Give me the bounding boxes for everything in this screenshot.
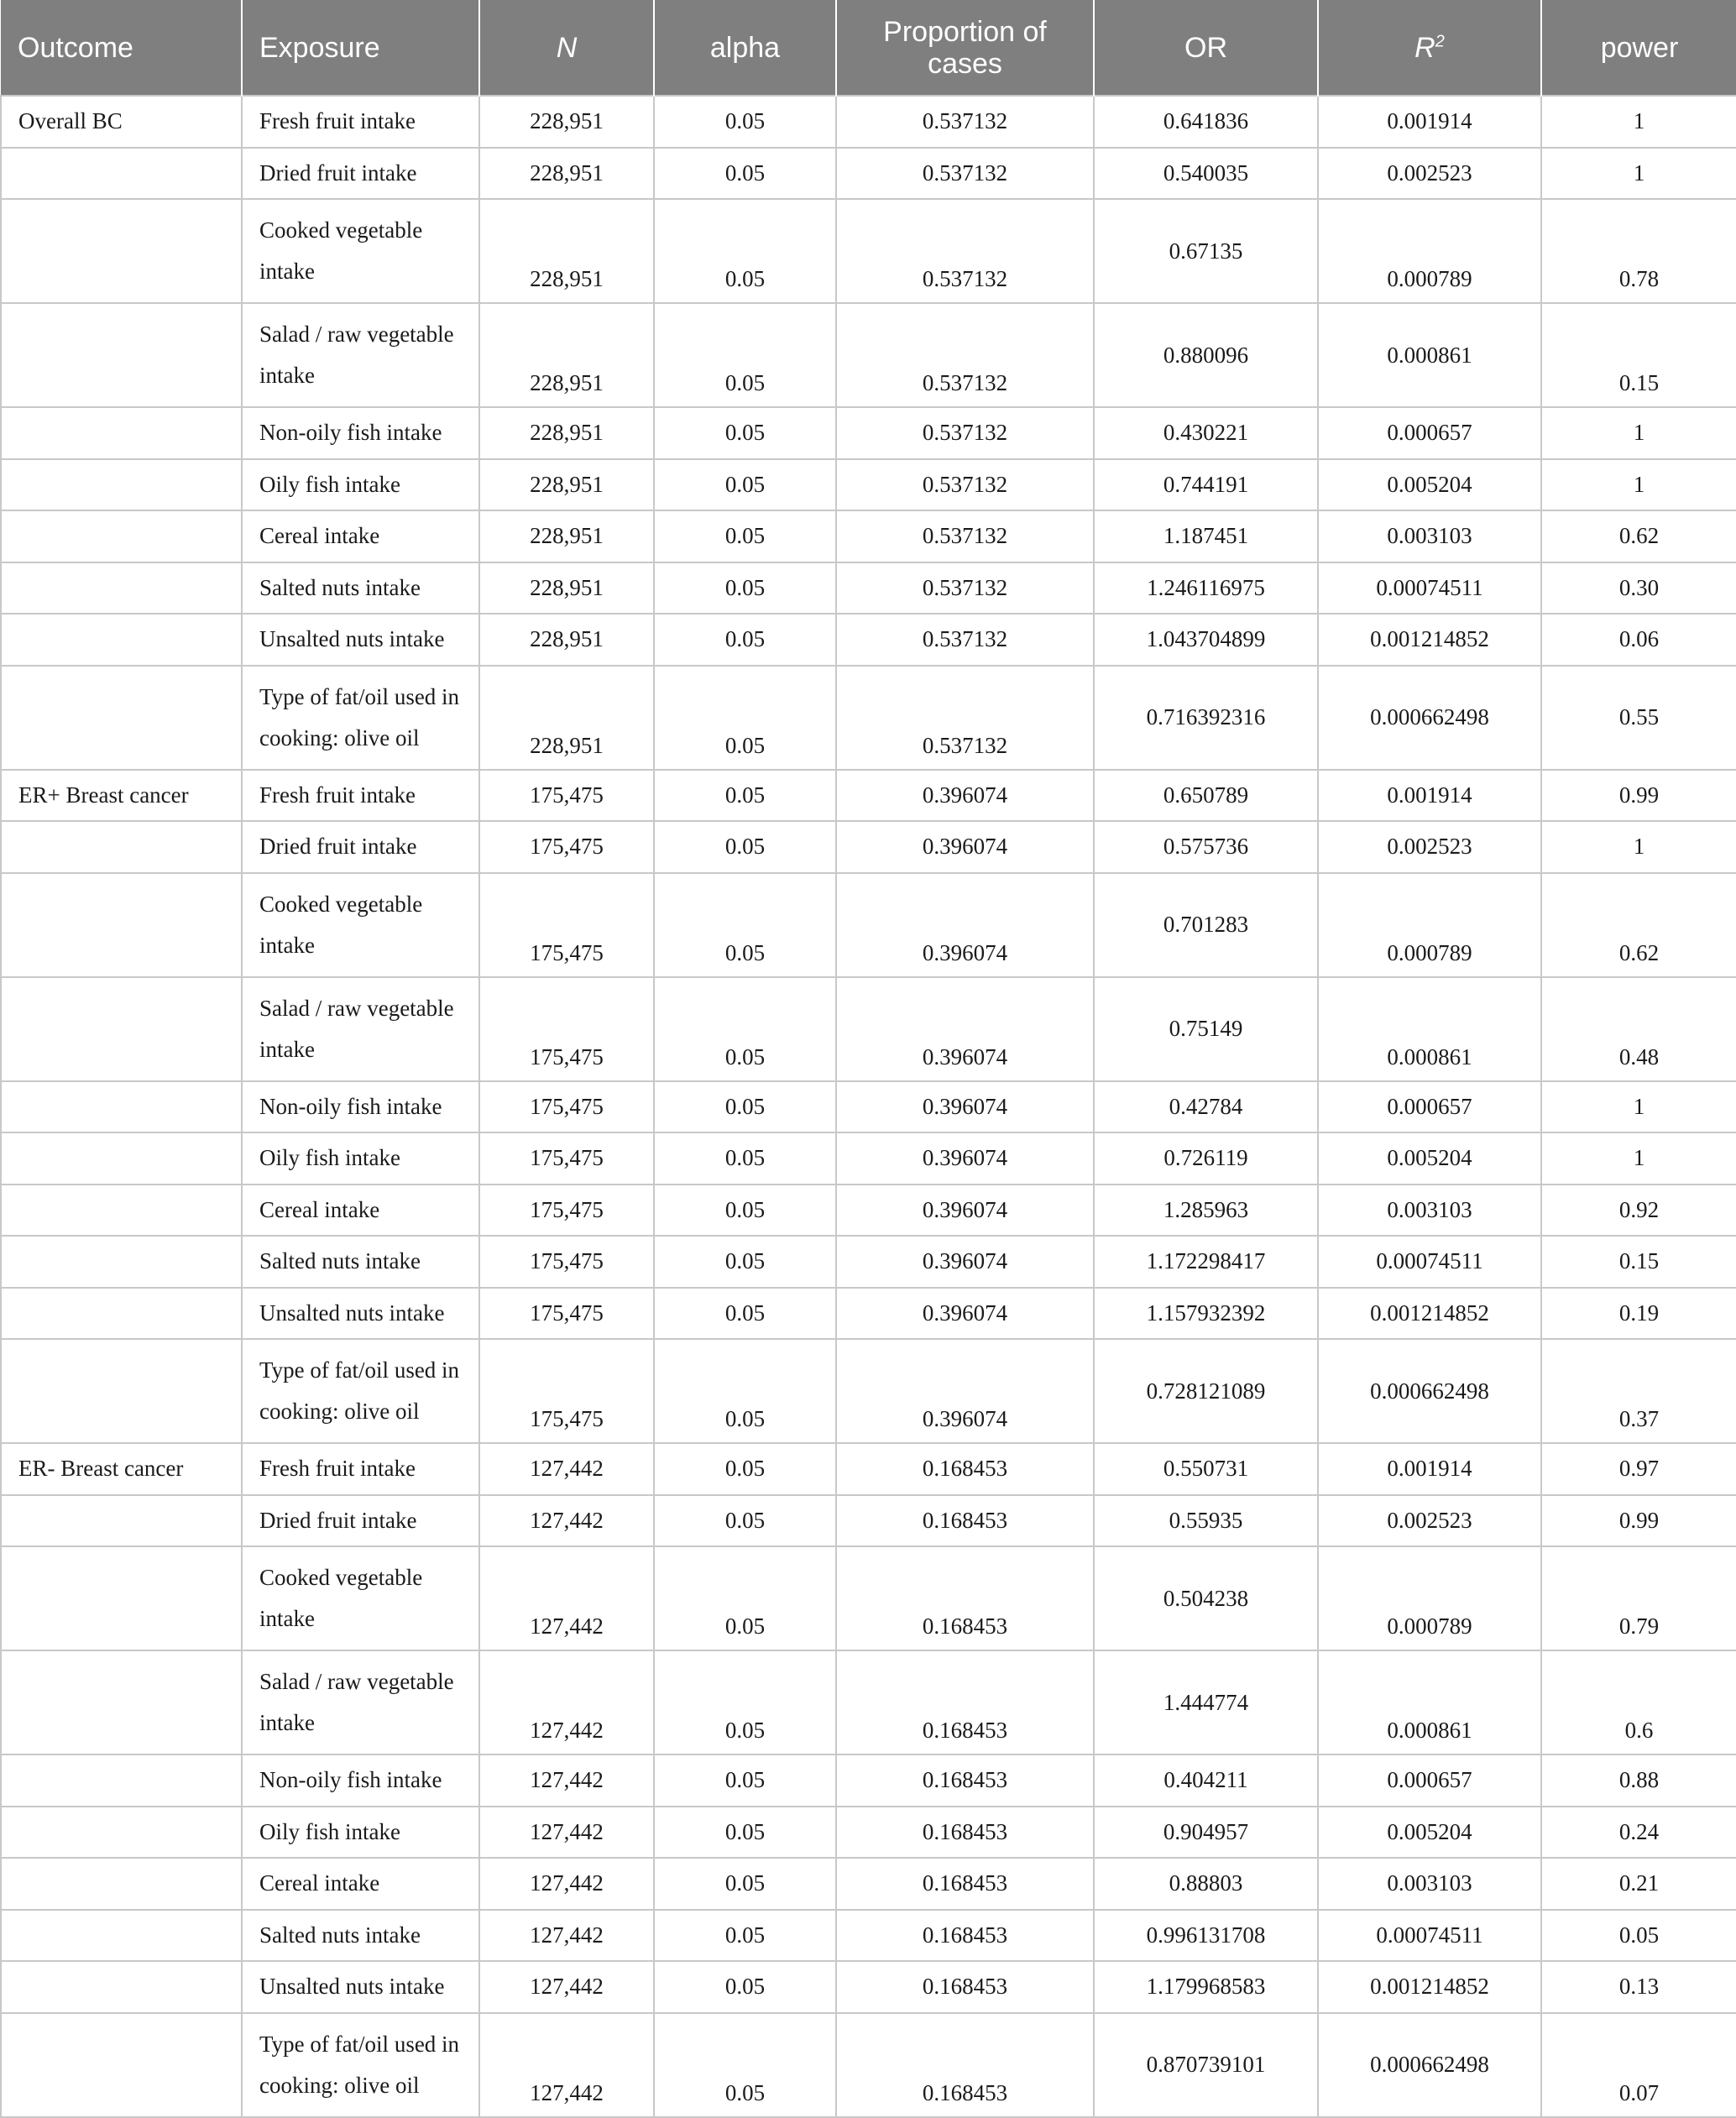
cell-power: 0.78 (1541, 199, 1736, 303)
cell-alpha: 0.05 (654, 821, 836, 873)
cell-or: 1.187451 (1094, 510, 1318, 562)
cell-exposure: Oily fish intake (242, 459, 479, 511)
cell-or: 1.444774 (1094, 1650, 1318, 1755)
cell-exposure: Salted nuts intake (242, 1236, 479, 1288)
table-row (1, 1288, 1736, 1340)
cell-or: 1.172298417 (1094, 1236, 1318, 1288)
cell-proportion: 0.537132 (836, 510, 1094, 562)
cell-alpha: 0.05 (654, 1185, 836, 1237)
cell-exposure: Cooked vegetable intake (242, 1546, 479, 1650)
cell-alpha: 0.05 (654, 459, 836, 511)
cell-exposure: Oily fish intake (242, 1132, 479, 1185)
cell-r2: 0.000861 (1318, 977, 1541, 1081)
cell-power: 0.6 (1541, 1650, 1736, 1755)
table-row (1, 199, 1736, 303)
cell-n: 175,475 (479, 1236, 654, 1288)
cell-or: 0.55935 (1094, 1495, 1318, 1547)
cell-or: 0.540035 (1094, 148, 1318, 200)
cell-power: 0.79 (1541, 1546, 1736, 1650)
cell-proportion: 0.396074 (836, 1288, 1094, 1340)
cell-proportion: 0.168453 (836, 1650, 1094, 1755)
table-header (1, 0, 1736, 96)
cell-n: 127,442 (479, 1910, 654, 1962)
table-row (1, 873, 1736, 977)
cell-exposure: Fresh fruit intake (242, 1443, 479, 1495)
cell-n: 175,475 (479, 1081, 654, 1133)
cell-r2: 0.00074511 (1318, 1236, 1541, 1288)
cell-outcome (1, 1807, 242, 1859)
cell-outcome (1, 1236, 242, 1288)
cell-outcome (1, 1910, 242, 1962)
cell-or: 0.42784 (1094, 1081, 1318, 1133)
cell-n: 228,951 (479, 562, 654, 614)
cell-n: 127,442 (479, 1755, 654, 1807)
cell-proportion: 0.396074 (836, 1236, 1094, 1288)
cell-power: 0.21 (1541, 1858, 1736, 1910)
cell-r2: 0.002523 (1318, 821, 1541, 873)
cell-outcome (1, 1546, 242, 1650)
header-outcome: Outcome (1, 0, 242, 96)
header-proportion: Proportion of cases (836, 0, 1094, 96)
cell-exposure: Cooked vegetable intake (242, 873, 479, 977)
cell-alpha: 0.05 (654, 1961, 836, 2013)
table-row (1, 614, 1736, 666)
table-row (1, 1185, 1736, 1237)
cell-power: 0.13 (1541, 1961, 1736, 2013)
cell-alpha: 0.05 (654, 199, 836, 303)
cell-power: 0.88 (1541, 1755, 1736, 1807)
header-n: N (479, 0, 654, 96)
cell-n: 127,442 (479, 1807, 654, 1859)
cell-alpha: 0.05 (654, 1910, 836, 1962)
cell-power: 0.99 (1541, 770, 1736, 822)
cell-exposure: Dried fruit intake (242, 1495, 479, 1547)
header-r2 (1318, 0, 1541, 96)
cell-n: 175,475 (479, 770, 654, 822)
cell-alpha: 0.05 (654, 1650, 836, 1755)
cell-exposure: Dried fruit intake (242, 821, 479, 873)
table-row (1, 1546, 1736, 1650)
cell-or: 1.157932392 (1094, 1288, 1318, 1340)
cell-power: 1 (1541, 1132, 1736, 1185)
cell-or: 0.88803 (1094, 1858, 1318, 1910)
cell-or: 0.701283 (1094, 873, 1318, 977)
cell-alpha: 0.05 (654, 148, 836, 200)
cell-or: 1.285963 (1094, 1185, 1318, 1237)
cell-exposure: Salad / raw vegetable intake (242, 303, 479, 407)
table-row (1, 510, 1736, 562)
cell-power: 0.62 (1541, 510, 1736, 562)
cell-exposure: Unsalted nuts intake (242, 614, 479, 666)
cell-exposure: Type of fat/oil used in cooking: olive oil (242, 1339, 479, 1443)
cell-alpha: 0.05 (654, 1081, 836, 1133)
cell-or: 0.996131708 (1094, 1910, 1318, 1962)
cell-proportion: 0.396074 (836, 1185, 1094, 1237)
table-row (1, 1339, 1736, 1443)
cell-n: 175,475 (479, 1288, 654, 1340)
cell-n: 127,442 (479, 2013, 654, 2117)
cell-outcome (1, 407, 242, 459)
cell-alpha: 0.05 (654, 770, 836, 822)
cell-r2: 0.001214852 (1318, 1288, 1541, 1340)
cell-alpha: 0.05 (654, 666, 836, 770)
table-row (1, 1495, 1736, 1547)
cell-exposure: Salad / raw vegetable intake (242, 1650, 479, 1755)
cell-alpha: 0.05 (654, 977, 836, 1081)
table-row (1, 1910, 1736, 1962)
cell-r2: 0.000657 (1318, 1081, 1541, 1133)
cell-or: 0.67135 (1094, 199, 1318, 303)
cell-n: 228,951 (479, 666, 654, 770)
cell-exposure: Type of fat/oil used in cooking: olive oil (242, 2013, 479, 2117)
cell-alpha: 0.05 (654, 96, 836, 148)
cell-exposure: Unsalted nuts intake (242, 1288, 479, 1340)
cell-alpha: 0.05 (654, 510, 836, 562)
cell-proportion: 0.537132 (836, 96, 1094, 148)
cell-exposure: Unsalted nuts intake (242, 1961, 479, 2013)
header-r2-sup: 2 (1435, 32, 1445, 51)
table-row (1, 96, 1736, 148)
cell-alpha: 0.05 (654, 614, 836, 666)
cell-n: 175,475 (479, 1339, 654, 1443)
cell-exposure: Salted nuts intake (242, 562, 479, 614)
cell-exposure: Cooked vegetable intake (242, 199, 479, 303)
table-body (1, 96, 1736, 2117)
cell-n: 228,951 (479, 614, 654, 666)
cell-r2: 0.003103 (1318, 1858, 1541, 1910)
cell-outcome (1, 1650, 242, 1755)
cell-proportion: 0.537132 (836, 407, 1094, 459)
cell-or: 0.880096 (1094, 303, 1318, 407)
cell-alpha: 0.05 (654, 1339, 836, 1443)
cell-proportion: 0.168453 (836, 1443, 1094, 1495)
cell-or: 0.550731 (1094, 1443, 1318, 1495)
cell-alpha: 0.05 (654, 1807, 836, 1859)
cell-r2: 0.001914 (1318, 1443, 1541, 1495)
cell-proportion: 0.168453 (836, 1546, 1094, 1650)
cell-proportion: 0.396074 (836, 770, 1094, 822)
cell-or: 0.904957 (1094, 1807, 1318, 1859)
cell-proportion: 0.396074 (836, 873, 1094, 977)
cell-alpha: 0.05 (654, 1495, 836, 1547)
cell-power: 0.62 (1541, 873, 1736, 977)
cell-outcome (1, 666, 242, 770)
cell-r2: 0.001914 (1318, 770, 1541, 822)
cell-n: 127,442 (479, 1546, 654, 1650)
cell-outcome (1, 199, 242, 303)
cell-r2: 0.003103 (1318, 510, 1541, 562)
cell-exposure: Cereal intake (242, 1858, 479, 1910)
cell-r2: 0.000657 (1318, 1755, 1541, 1807)
cell-n: 175,475 (479, 821, 654, 873)
cell-or: 0.430221 (1094, 407, 1318, 459)
cell-outcome (1, 562, 242, 614)
table-row (1, 821, 1736, 873)
table-row (1, 1858, 1736, 1910)
cell-n: 175,475 (479, 873, 654, 977)
cell-power: 1 (1541, 96, 1736, 148)
cell-exposure: Dried fruit intake (242, 148, 479, 200)
cell-r2: 0.000789 (1318, 873, 1541, 977)
cell-proportion: 0.537132 (836, 614, 1094, 666)
cell-power: 0.99 (1541, 1495, 1736, 1547)
cell-outcome (1, 1339, 242, 1443)
cell-outcome (1, 1961, 242, 2013)
cell-alpha: 0.05 (654, 1132, 836, 1185)
cell-outcome (1, 1288, 242, 1340)
cell-outcome (1, 1185, 242, 1237)
cell-r2: 0.000789 (1318, 199, 1541, 303)
cell-exposure: Non-oily fish intake (242, 1081, 479, 1133)
cell-outcome (1, 873, 242, 977)
cell-proportion: 0.168453 (836, 1755, 1094, 1807)
cell-proportion: 0.168453 (836, 1807, 1094, 1859)
cell-or: 0.728121089 (1094, 1339, 1318, 1443)
header-or: OR (1094, 0, 1318, 96)
cell-r2: 0.000662498 (1318, 2013, 1541, 2117)
table-row (1, 1443, 1736, 1495)
table-row (1, 303, 1736, 407)
cell-outcome (1, 1495, 242, 1547)
cell-alpha: 0.05 (654, 1288, 836, 1340)
table-row (1, 1755, 1736, 1807)
cell-outcome (1, 510, 242, 562)
cell-alpha: 0.05 (654, 1858, 836, 1910)
cell-power: 1 (1541, 459, 1736, 511)
cell-exposure: Oily fish intake (242, 1807, 479, 1859)
cell-power: 0.06 (1541, 614, 1736, 666)
cell-n: 228,951 (479, 148, 654, 200)
cell-outcome (1, 1755, 242, 1807)
cell-r2: 0.005204 (1318, 1132, 1541, 1185)
cell-alpha: 0.05 (654, 2013, 836, 2117)
cell-or: 0.650789 (1094, 770, 1318, 822)
cell-power: 0.37 (1541, 1339, 1736, 1443)
table-row (1, 148, 1736, 200)
table-row (1, 459, 1736, 511)
cell-outcome (1, 459, 242, 511)
cell-r2: 0.001914 (1318, 96, 1541, 148)
cell-exposure: Non-oily fish intake (242, 407, 479, 459)
cell-proportion: 0.396074 (836, 1132, 1094, 1185)
cell-r2: 0.003103 (1318, 1185, 1541, 1237)
cell-n: 127,442 (479, 1858, 654, 1910)
cell-outcome (1, 1132, 242, 1185)
cell-outcome (1, 977, 242, 1081)
table-row (1, 1236, 1736, 1288)
cell-exposure: Cereal intake (242, 1185, 479, 1237)
cell-n: 175,475 (479, 977, 654, 1081)
header-row (1, 0, 1736, 96)
cell-power: 0.30 (1541, 562, 1736, 614)
header-exposure: Exposure (242, 0, 479, 96)
cell-power: 0.19 (1541, 1288, 1736, 1340)
cell-exposure: Fresh fruit intake (242, 770, 479, 822)
cell-alpha: 0.05 (654, 1755, 836, 1807)
table-row (1, 1132, 1736, 1185)
cell-exposure: Cereal intake (242, 510, 479, 562)
cell-outcome: ER+ Breast cancer (1, 770, 242, 822)
cell-or: 0.75149 (1094, 977, 1318, 1081)
cell-r2: 0.00074511 (1318, 1910, 1541, 1962)
cell-or: 1.246116975 (1094, 562, 1318, 614)
header-alpha: alpha (654, 0, 836, 96)
cell-proportion: 0.537132 (836, 148, 1094, 200)
cell-r2: 0.005204 (1318, 1807, 1541, 1859)
cell-proportion: 0.168453 (836, 1858, 1094, 1910)
cell-r2: 0.001214852 (1318, 1961, 1541, 2013)
cell-or: 0.504238 (1094, 1546, 1318, 1650)
cell-exposure: Type of fat/oil used in cooking: olive oil (242, 666, 479, 770)
cell-proportion: 0.168453 (836, 1910, 1094, 1962)
header-r2-base: R (1414, 31, 1435, 64)
cell-r2: 0.000789 (1318, 1546, 1541, 1650)
cell-n: 228,951 (479, 459, 654, 511)
cell-power: 0.55 (1541, 666, 1736, 770)
cell-outcome (1, 1858, 242, 1910)
cell-outcome (1, 303, 242, 407)
cell-r2: 0.000657 (1318, 407, 1541, 459)
table-row (1, 666, 1736, 770)
cell-alpha: 0.05 (654, 1546, 836, 1650)
table-row (1, 1807, 1736, 1859)
cell-proportion: 0.396074 (836, 821, 1094, 873)
cell-alpha: 0.05 (654, 407, 836, 459)
cell-n: 127,442 (479, 1961, 654, 2013)
table-row (1, 1081, 1736, 1133)
cell-n: 127,442 (479, 1495, 654, 1547)
cell-power: 1 (1541, 148, 1736, 200)
cell-proportion: 0.537132 (836, 303, 1094, 407)
cell-or: 0.726119 (1094, 1132, 1318, 1185)
cell-or: 0.404211 (1094, 1755, 1318, 1807)
cell-exposure: Salad / raw vegetable intake (242, 977, 479, 1081)
table-row (1, 770, 1736, 822)
table-row (1, 2013, 1736, 2117)
table-row (1, 977, 1736, 1081)
cell-proportion: 0.537132 (836, 562, 1094, 614)
cell-n: 228,951 (479, 303, 654, 407)
cell-outcome: Overall BC (1, 96, 242, 148)
cell-proportion: 0.537132 (836, 459, 1094, 511)
cell-r2: 0.002523 (1318, 1495, 1541, 1547)
cell-power: 1 (1541, 821, 1736, 873)
cell-r2: 0.00074511 (1318, 562, 1541, 614)
cell-proportion: 0.396074 (836, 1339, 1094, 1443)
cell-alpha: 0.05 (654, 1236, 836, 1288)
cell-n: 228,951 (479, 199, 654, 303)
cell-outcome (1, 614, 242, 666)
table-row (1, 1650, 1736, 1755)
cell-r2: 0.000861 (1318, 303, 1541, 407)
cell-power: 0.15 (1541, 303, 1736, 407)
cell-exposure: Salted nuts intake (242, 1910, 479, 1962)
cell-proportion: 0.168453 (836, 1961, 1094, 2013)
cell-outcome (1, 148, 242, 200)
table-row (1, 1961, 1736, 2013)
cell-n: 175,475 (479, 1185, 654, 1237)
cell-or: 0.575736 (1094, 821, 1318, 873)
cell-power: 0.48 (1541, 977, 1736, 1081)
cell-or: 0.716392316 (1094, 666, 1318, 770)
cell-r2: 0.001214852 (1318, 614, 1541, 666)
cell-exposure: Fresh fruit intake (242, 96, 479, 148)
cell-r2: 0.005204 (1318, 459, 1541, 511)
cell-proportion: 0.168453 (836, 1495, 1094, 1547)
cell-or: 0.870739101 (1094, 2013, 1318, 2117)
cell-n: 127,442 (479, 1443, 654, 1495)
table-row (1, 407, 1736, 459)
cell-outcome: ER- Breast cancer (1, 1443, 242, 1495)
cell-power: 0.07 (1541, 2013, 1736, 2117)
cell-alpha: 0.05 (654, 562, 836, 614)
cell-r2: 0.000861 (1318, 1650, 1541, 1755)
cell-outcome (1, 1081, 242, 1133)
cell-power: 0.05 (1541, 1910, 1736, 1962)
cell-power: 0.24 (1541, 1807, 1736, 1859)
cell-alpha: 0.05 (654, 303, 836, 407)
cell-power: 0.15 (1541, 1236, 1736, 1288)
cell-or: 1.179968583 (1094, 1961, 1318, 2013)
cell-r2: 0.000662498 (1318, 1339, 1541, 1443)
cell-r2: 0.000662498 (1318, 666, 1541, 770)
cell-alpha: 0.05 (654, 1443, 836, 1495)
cell-exposure: Non-oily fish intake (242, 1755, 479, 1807)
cell-alpha: 0.05 (654, 873, 836, 977)
cell-outcome (1, 821, 242, 873)
cell-n: 175,475 (479, 1132, 654, 1185)
cell-or: 1.043704899 (1094, 614, 1318, 666)
cell-proportion: 0.396074 (836, 977, 1094, 1081)
cell-or: 0.641836 (1094, 96, 1318, 148)
cell-n: 228,951 (479, 407, 654, 459)
cell-power: 1 (1541, 1081, 1736, 1133)
table-row (1, 562, 1736, 614)
cell-n: 228,951 (479, 510, 654, 562)
cell-proportion: 0.537132 (836, 199, 1094, 303)
cell-power: 0.92 (1541, 1185, 1736, 1237)
cell-or: 0.744191 (1094, 459, 1318, 511)
cell-n: 228,951 (479, 96, 654, 148)
header-power: power (1541, 0, 1736, 96)
cell-outcome (1, 2013, 242, 2117)
cell-r2: 0.002523 (1318, 148, 1541, 200)
cell-power: 0.97 (1541, 1443, 1736, 1495)
cell-power: 1 (1541, 407, 1736, 459)
cell-proportion: 0.537132 (836, 666, 1094, 770)
cell-proportion: 0.168453 (836, 2013, 1094, 2117)
cell-proportion: 0.396074 (836, 1081, 1094, 1133)
cell-n: 127,442 (479, 1650, 654, 1755)
